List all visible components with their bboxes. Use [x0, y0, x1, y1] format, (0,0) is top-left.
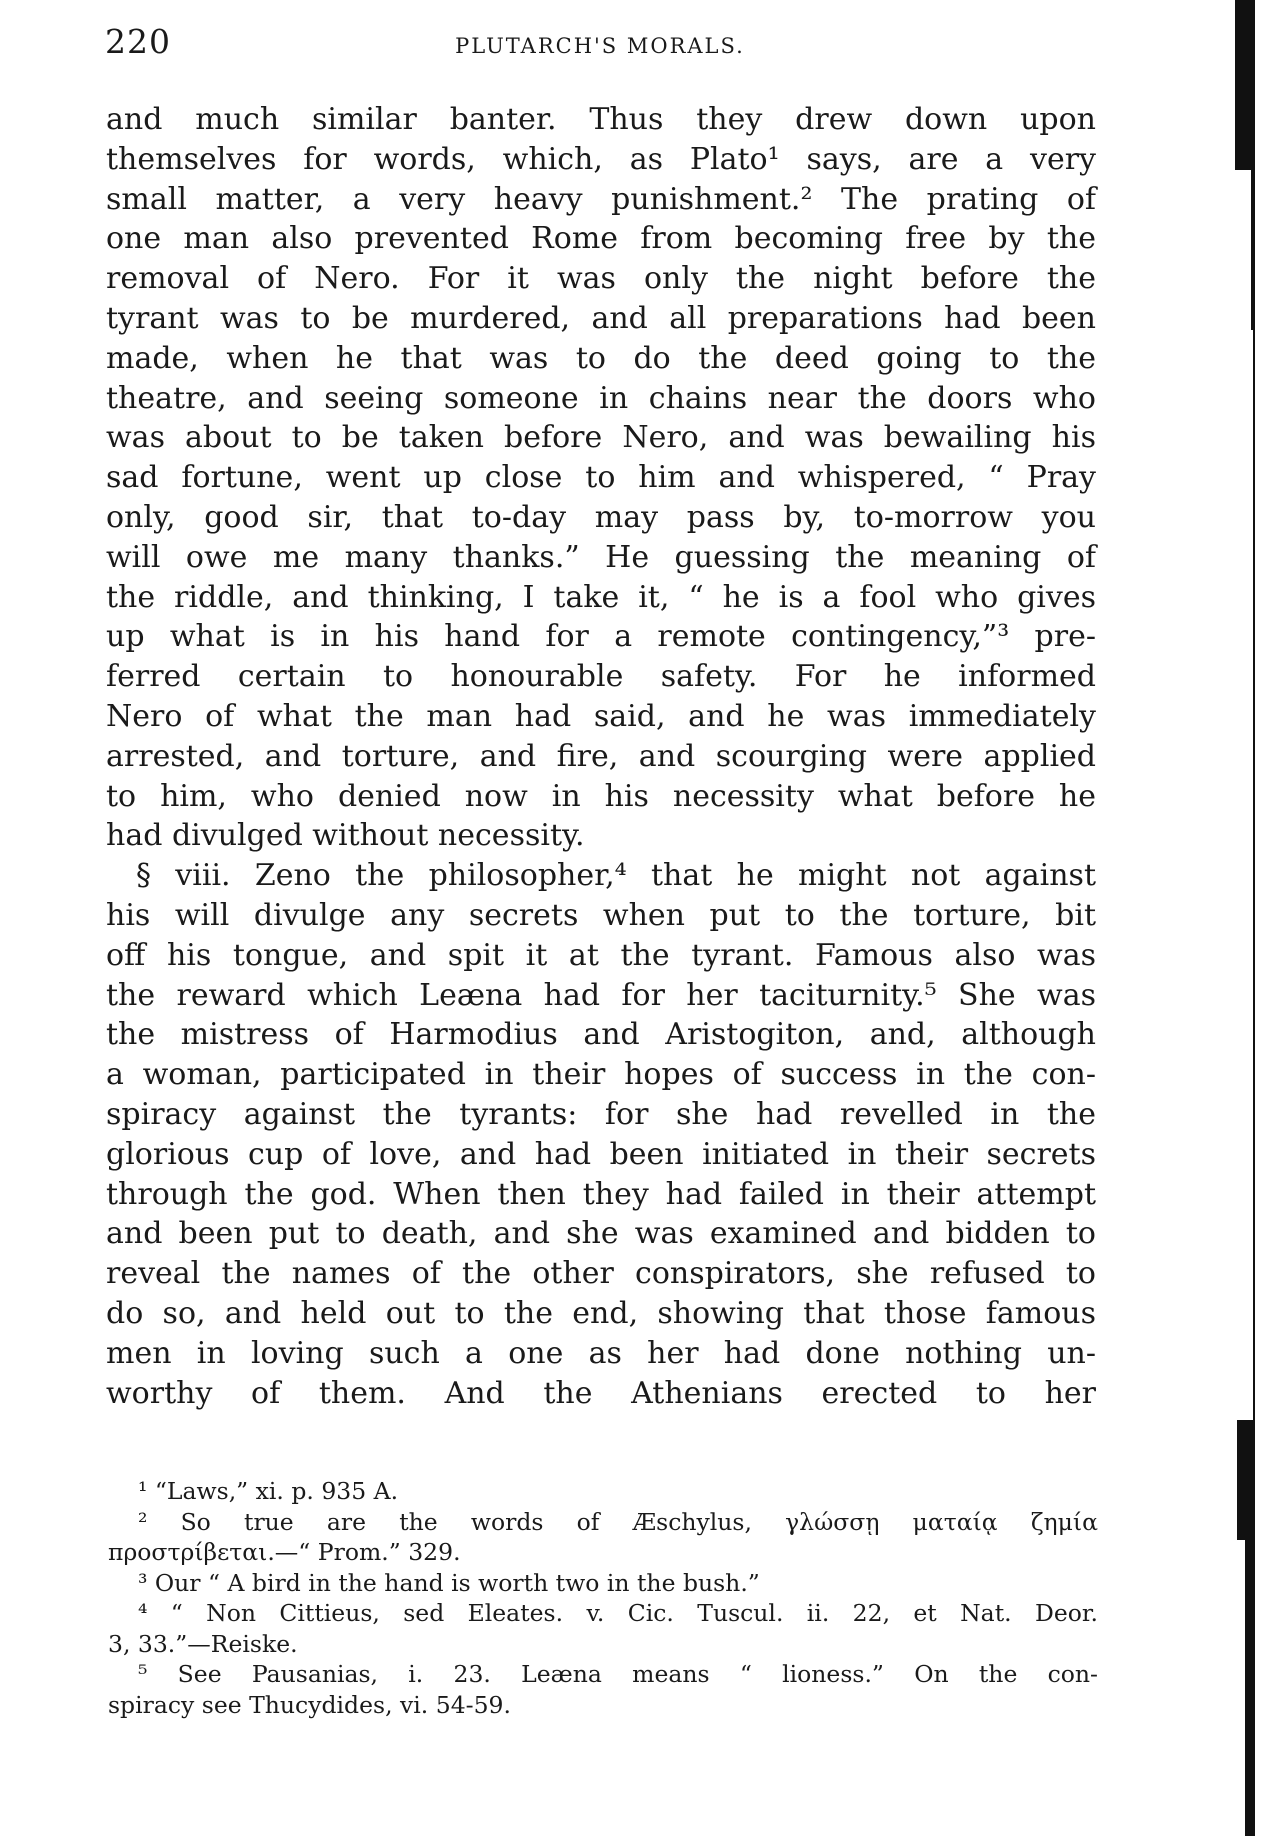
body-line: and much similar banter. Thus they drew down upon [106, 102, 1096, 137]
page-number: 220 [105, 22, 171, 61]
body-line: spiracy against the tyrants: for she had revelled in the [106, 1096, 1096, 1132]
body-line: through the god. When then they had failed in their attempt [106, 1176, 1096, 1212]
footnote-line: ² So true are the words of Æschylus, γλώσσῃ ματαίᾳ ζημία [138, 1507, 1098, 1536]
running-title: PLUTARCH'S MORALS. [455, 34, 745, 58]
body-line: tyrant was to be murdered, and all preparations had been [106, 300, 1096, 336]
body-line: his will divulge any secrets when put to the torture, bit [106, 897, 1096, 933]
footnote-line: 3, 33.”—Reiske. [108, 1629, 298, 1658]
body-line: theatre, and seeing someone in chains near the doors who [106, 380, 1096, 416]
body-line: one man also prevented Rome from becoming free by the [106, 221, 1096, 257]
footnote-line: προστρίβεται.—“ Prom.” 329. [108, 1538, 461, 1566]
body-line: made, when he that was to do the deed going to the [106, 340, 1096, 376]
body-line: the mistress of Harmodius and Aristogiton, and, although [106, 1017, 1096, 1053]
body-line: do so, and held out to the end, showing that those famous [106, 1295, 1096, 1331]
body-line: worthy of them. And the Athenians erected to her [106, 1375, 1096, 1411]
section-heading-line: § viii. Zeno the philosopher,⁴ that he might not against [136, 858, 1096, 894]
footnote-line: ¹ “Laws,” xi. p. 935 A. [138, 1477, 399, 1505]
body-line: up what is in his hand for a remote contingency,”³ pre- [106, 619, 1096, 655]
body-line: Nero of what the man had said, and he was immediately [106, 698, 1096, 734]
body-line: to him, who denied now in his necessity what before he [106, 778, 1096, 814]
body-line: off his tongue, and spit it at the tyrant. Famous also was [106, 937, 1096, 973]
body-line: the riddle, and thinking, I take it, “ he is a fool who gives [106, 579, 1096, 615]
footnote-line: ³ Our “ A bird in the hand is worth two in the bush.” [138, 1568, 760, 1597]
body-line: arrested, and torture, and fire, and scourging were applied [106, 738, 1096, 774]
body-line: a woman, participated in their hopes of success in the con- [106, 1057, 1096, 1093]
binding-shadow-edge [1231, 0, 1261, 1836]
footnote-line: ⁵ See Pausanias, i. 23. Leæna means “ lioness.” On the con- [138, 1660, 1098, 1688]
body-line: ferred certain to honourable safety. For he informed [106, 659, 1096, 695]
body-line: will owe me many thanks.” He guessing the meaning of [106, 539, 1096, 575]
footnote-line: spiracy see Thucydides, vi. 54-59. [108, 1690, 511, 1719]
footnote-line: ⁴ “ Non Cittieus, sed Eleates. v. Cic. Tuscul. ii. 22, et Nat. Deor. [138, 1599, 1098, 1627]
page-header [105, 22, 1095, 66]
body-line: reveal the names of the other conspirators, she refused to [106, 1256, 1096, 1292]
body-line: men in loving such a one as her had done nothing un- [106, 1335, 1096, 1371]
body-line: removal of Nero. For it was only the night before the [106, 261, 1096, 297]
body-line: and been put to death, and she was examined and bidden to [106, 1216, 1096, 1252]
body-line: small matter, a very heavy punishment.² The prating of [106, 181, 1096, 217]
footnotes [108, 1476, 1098, 1720]
body-line: had divulged without necessity. [106, 818, 585, 854]
body-line: only, good sir, that to-day may pass by, to-morrow you [106, 499, 1096, 535]
body-line: was about to be taken before Nero, and was bewailing his [106, 420, 1096, 456]
body-text [106, 100, 1096, 1413]
body-line: the reward which Leæna had for her taciturnity.⁵ She was [106, 977, 1096, 1013]
body-line: sad fortune, went up close to him and whispered, “ Pray [106, 460, 1096, 496]
body-line: themselves for words, which, as Plato¹ says, are a very [106, 141, 1096, 177]
body-line: glorious cup of love, and had been initiated in their secrets [106, 1136, 1096, 1172]
